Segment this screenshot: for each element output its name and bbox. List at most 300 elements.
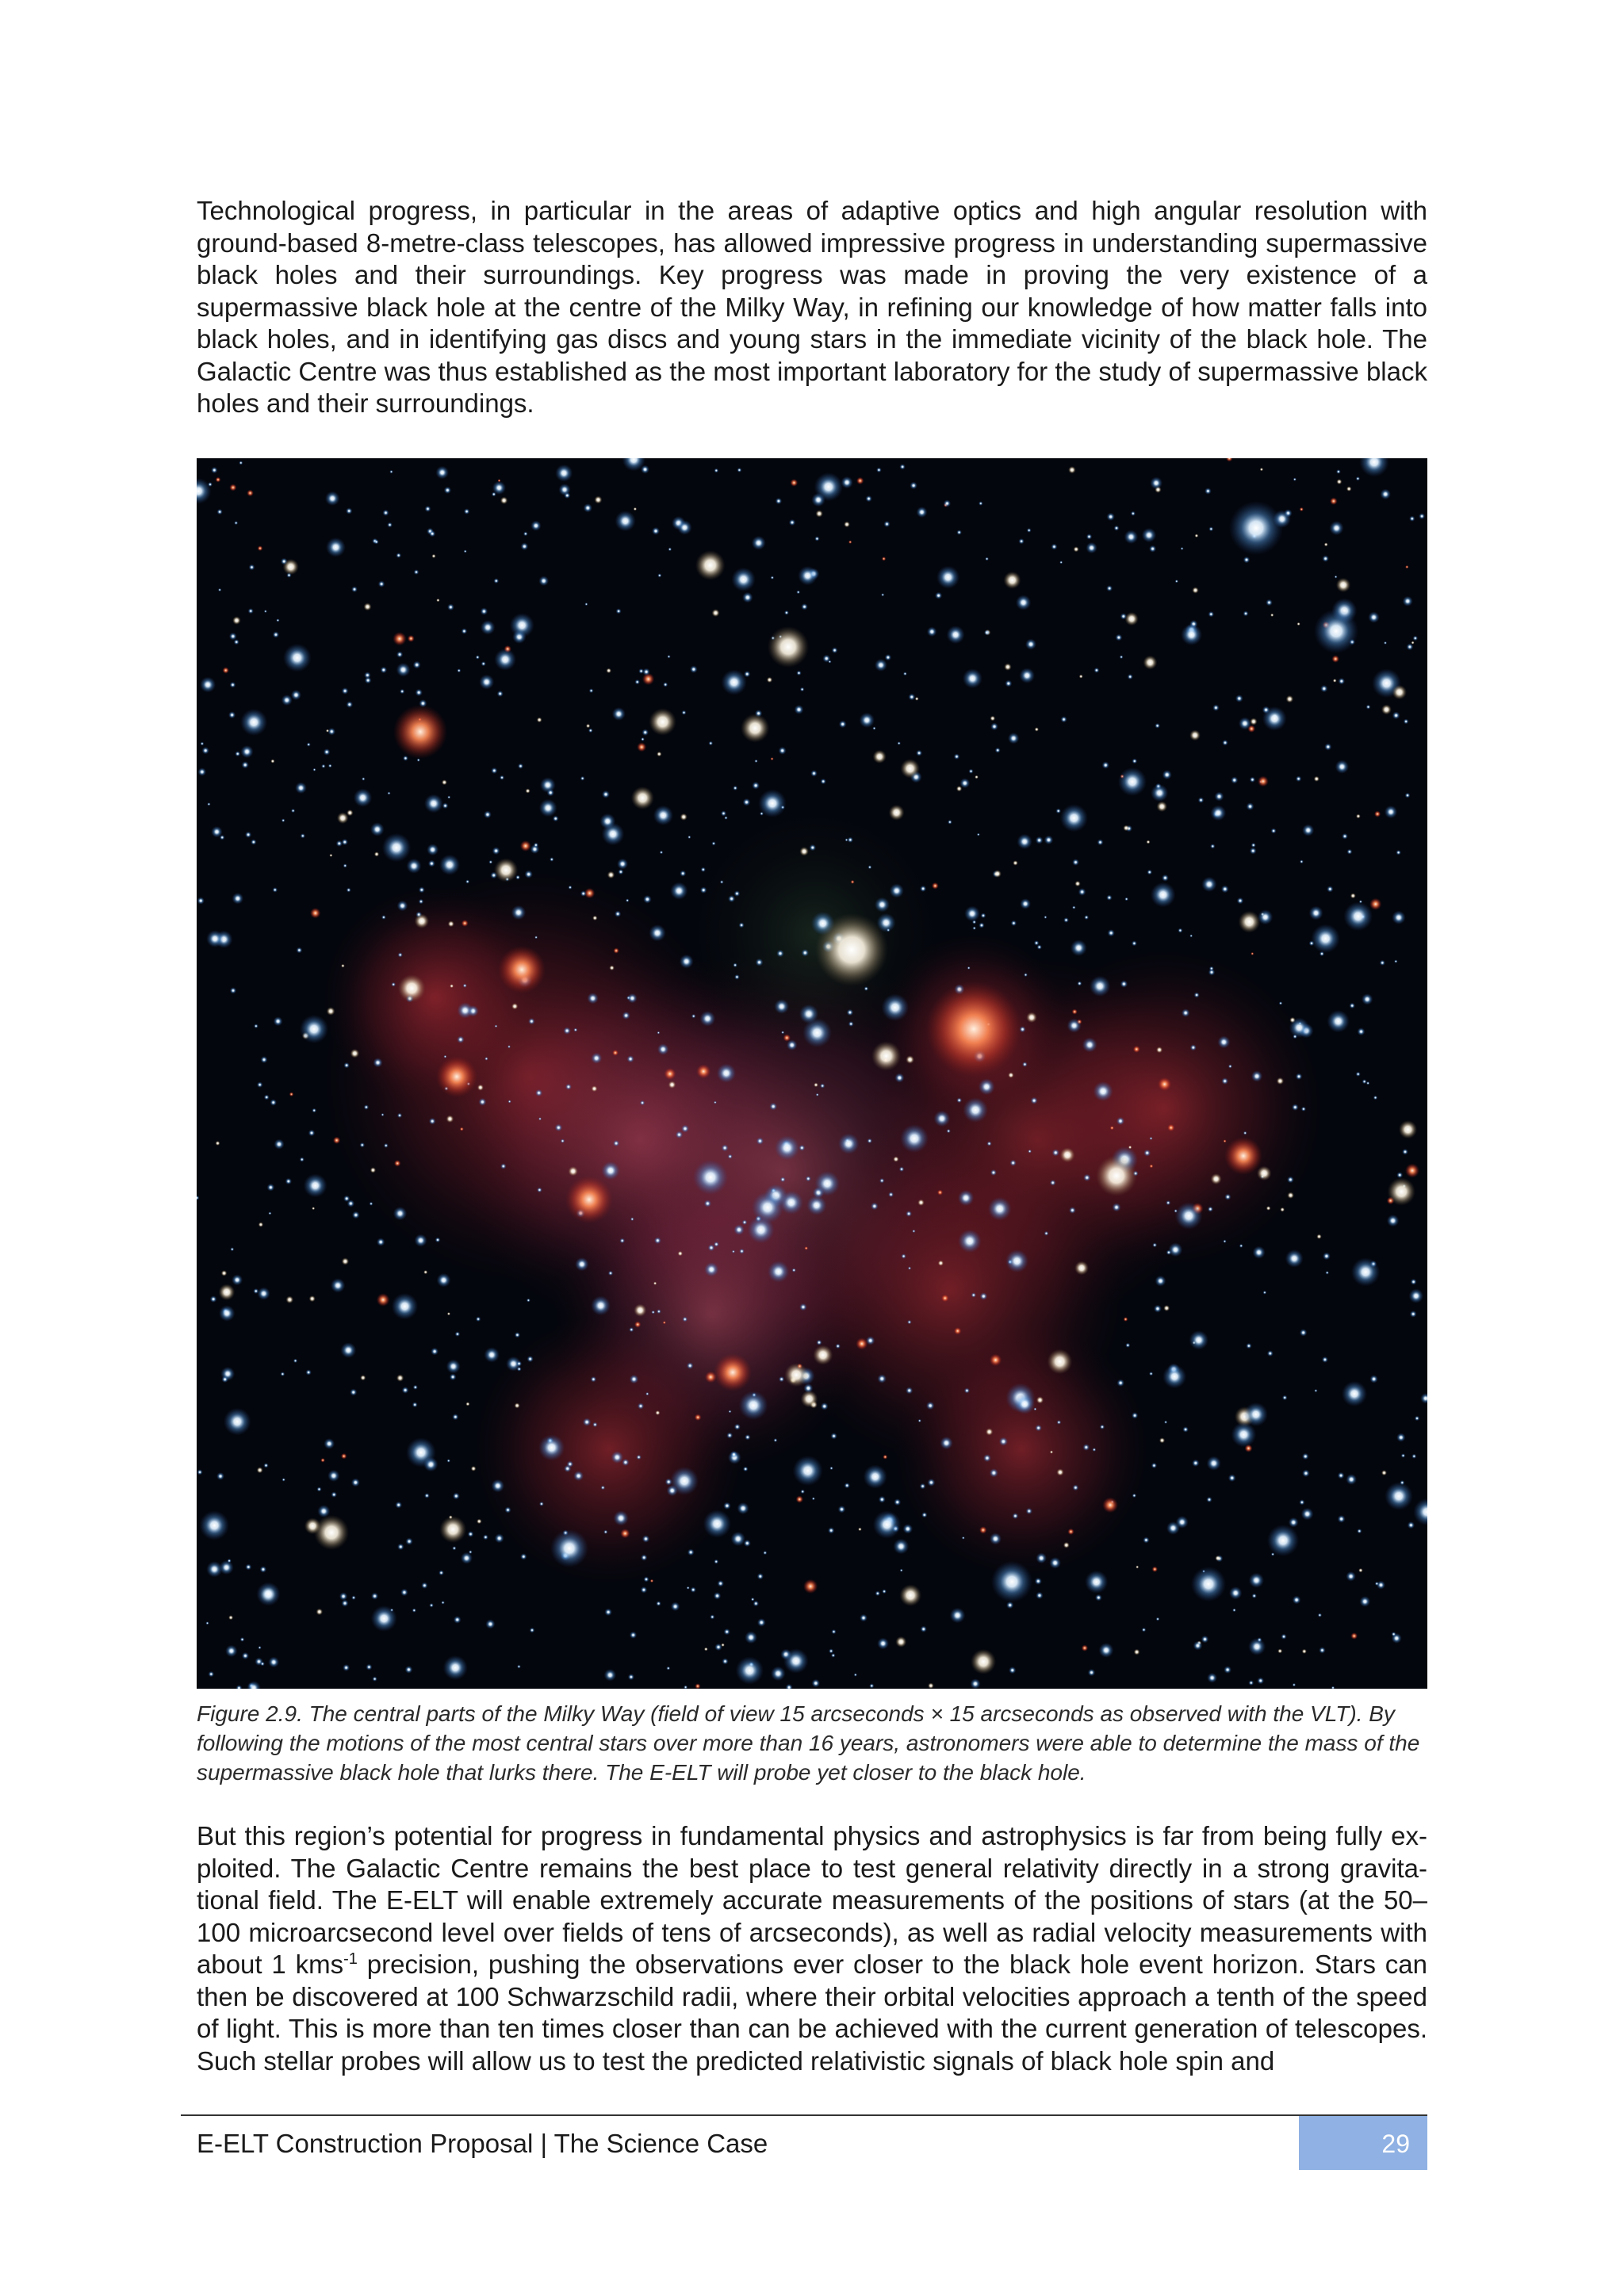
star	[1162, 770, 1172, 779]
star	[465, 1402, 469, 1406]
star	[1403, 596, 1413, 607]
bright-star	[1399, 1120, 1417, 1138]
star	[757, 1573, 764, 1579]
star	[347, 701, 354, 708]
star	[491, 767, 497, 774]
star	[985, 557, 989, 561]
star	[1162, 874, 1169, 882]
star	[492, 847, 500, 855]
star	[1004, 664, 1011, 671]
star	[804, 1246, 808, 1250]
star	[944, 499, 951, 507]
star	[197, 897, 205, 904]
star	[197, 1469, 202, 1475]
star	[885, 654, 891, 660]
star	[773, 1438, 777, 1442]
star	[393, 1207, 407, 1220]
bright-star	[677, 520, 692, 535]
star	[1279, 1001, 1283, 1005]
star	[483, 1534, 488, 1540]
star	[563, 1027, 571, 1035]
star	[1224, 1666, 1231, 1674]
bright-star	[731, 1532, 745, 1546]
bright-star	[1189, 1330, 1208, 1349]
star	[1094, 668, 1099, 673]
star	[680, 955, 694, 969]
star	[653, 1282, 657, 1285]
star	[1124, 530, 1139, 544]
star	[688, 1549, 695, 1556]
star	[1110, 1126, 1114, 1130]
star	[864, 986, 868, 991]
star	[468, 1531, 474, 1537]
star	[264, 610, 267, 613]
star	[1181, 547, 1184, 550]
star	[802, 949, 810, 957]
star	[730, 1451, 737, 1458]
bright-star	[882, 993, 910, 1021]
star	[230, 987, 236, 993]
star	[935, 592, 942, 599]
star	[1036, 1552, 1047, 1563]
star	[1189, 934, 1193, 937]
star	[1106, 585, 1113, 591]
star	[637, 742, 646, 752]
star	[1243, 610, 1249, 616]
star	[403, 756, 408, 761]
bright-star	[615, 511, 636, 531]
star	[1194, 992, 1200, 997]
star	[455, 1331, 461, 1337]
star	[714, 1101, 717, 1104]
star	[1082, 1444, 1090, 1451]
bright-star	[758, 790, 786, 817]
star	[245, 1564, 251, 1571]
star	[971, 1292, 977, 1298]
prominent-star	[670, 1467, 699, 1495]
star	[638, 668, 644, 674]
star	[1362, 993, 1373, 1004]
star	[795, 705, 804, 714]
bright-star	[806, 1196, 826, 1215]
star	[1336, 469, 1341, 474]
prominent-star	[436, 1056, 477, 1097]
prominent-star	[926, 982, 1021, 1077]
star	[733, 962, 737, 967]
star	[831, 1629, 836, 1634]
star	[282, 1478, 285, 1482]
bright-star	[838, 1133, 859, 1154]
bright-star	[283, 644, 312, 672]
bright-star	[971, 1649, 996, 1674]
star	[1346, 1571, 1356, 1582]
star	[657, 573, 661, 577]
star	[370, 822, 385, 836]
star	[722, 1144, 729, 1151]
star	[1346, 849, 1352, 855]
star	[663, 1321, 666, 1324]
star	[364, 1104, 370, 1110]
star	[1102, 1497, 1118, 1513]
star	[1237, 897, 1244, 905]
star	[1356, 476, 1360, 480]
star	[995, 748, 1001, 753]
star	[538, 576, 549, 586]
bright-star	[457, 1002, 473, 1019]
star	[351, 586, 358, 592]
star	[688, 836, 691, 839]
star	[1217, 1035, 1230, 1048]
star	[333, 1137, 340, 1144]
star	[964, 1387, 970, 1393]
bright-star	[200, 1510, 229, 1540]
star	[776, 498, 782, 504]
star	[1182, 1426, 1189, 1433]
star	[414, 569, 419, 575]
star	[803, 1579, 818, 1594]
star	[381, 667, 388, 674]
star	[1396, 1433, 1405, 1441]
star	[728, 895, 735, 902]
star	[1024, 973, 1028, 977]
star	[308, 1130, 316, 1137]
star	[1224, 1139, 1227, 1142]
star	[636, 1455, 642, 1460]
bright-star	[1090, 976, 1110, 997]
star	[1252, 1594, 1257, 1598]
star	[1296, 776, 1302, 783]
star	[897, 741, 901, 745]
star	[281, 1372, 285, 1376]
star	[796, 671, 801, 675]
star	[882, 1589, 887, 1594]
star	[1198, 797, 1205, 803]
star	[714, 1644, 722, 1651]
star	[1243, 557, 1251, 564]
star	[1201, 1636, 1209, 1644]
star	[397, 1113, 402, 1118]
star	[1166, 1521, 1180, 1535]
star	[1037, 944, 1042, 949]
star	[937, 1189, 943, 1195]
star	[1193, 1641, 1203, 1651]
star	[1405, 793, 1411, 798]
star	[291, 809, 295, 813]
star	[1300, 859, 1304, 863]
star	[847, 1009, 854, 1016]
star	[1299, 1499, 1304, 1505]
bright-star	[219, 1305, 235, 1321]
star	[1044, 916, 1047, 919]
star	[268, 1657, 279, 1668]
bright-star	[947, 626, 965, 644]
star	[495, 1024, 498, 1027]
star	[1035, 1578, 1042, 1585]
star	[1314, 776, 1320, 782]
star	[796, 1495, 803, 1502]
star	[387, 522, 393, 528]
star	[324, 748, 331, 756]
star	[1192, 587, 1198, 593]
star	[325, 492, 339, 506]
star	[528, 1018, 535, 1025]
star	[1069, 1207, 1076, 1214]
bright-star	[256, 1582, 280, 1606]
star	[429, 530, 435, 537]
star	[511, 905, 527, 920]
star	[829, 1648, 833, 1653]
star	[1163, 1305, 1170, 1311]
prominent-star	[1267, 1525, 1299, 1556]
star	[1208, 969, 1216, 976]
star	[312, 1207, 315, 1210]
star	[704, 1647, 708, 1651]
star	[1152, 1242, 1157, 1247]
bright-star	[963, 1097, 988, 1123]
star	[539, 1502, 544, 1506]
star	[389, 470, 393, 474]
star	[257, 1081, 263, 1088]
star	[690, 665, 698, 673]
star	[709, 741, 714, 746]
star	[584, 603, 588, 606]
star	[525, 871, 533, 878]
star	[316, 1487, 321, 1491]
star	[812, 1497, 815, 1500]
star	[500, 1163, 507, 1169]
star	[465, 879, 469, 883]
star	[327, 1007, 335, 1016]
star	[771, 1667, 786, 1682]
star	[347, 809, 353, 816]
star	[351, 1595, 356, 1600]
star	[1134, 1649, 1140, 1655]
star	[1282, 1395, 1288, 1401]
star	[553, 816, 559, 822]
star	[1132, 1412, 1138, 1418]
star	[446, 1115, 454, 1123]
star	[894, 1498, 901, 1506]
star	[680, 813, 688, 821]
prominent-star	[393, 705, 447, 759]
star	[1072, 905, 1076, 909]
star	[1074, 881, 1080, 886]
star	[717, 1580, 724, 1587]
star	[701, 867, 706, 872]
star	[431, 1348, 439, 1356]
star	[1287, 1192, 1294, 1199]
star	[882, 557, 886, 561]
star	[223, 667, 229, 673]
star	[787, 1039, 798, 1050]
star	[249, 564, 255, 571]
star	[732, 1250, 735, 1253]
star	[754, 760, 757, 763]
star	[743, 1467, 749, 1472]
star	[1394, 959, 1397, 962]
star	[801, 603, 808, 610]
bright-star	[649, 708, 676, 735]
star	[1387, 1215, 1399, 1226]
star	[612, 707, 626, 721]
star	[1128, 674, 1133, 679]
star	[641, 1554, 647, 1560]
star	[1228, 1064, 1232, 1068]
star	[687, 1586, 690, 1590]
star	[660, 851, 664, 855]
star	[1008, 733, 1019, 744]
star	[329, 854, 332, 857]
star	[907, 1320, 912, 1325]
bright-star	[1327, 1010, 1349, 1032]
bright-star	[695, 550, 726, 580]
star	[676, 1131, 683, 1138]
star	[1086, 542, 1097, 553]
star	[588, 729, 593, 733]
bright-star	[736, 1656, 764, 1684]
star	[700, 886, 707, 894]
star	[415, 914, 430, 929]
star	[1059, 561, 1063, 564]
star	[1410, 1311, 1417, 1318]
page-number: 29	[1381, 2130, 1410, 2158]
footer-document-title: E-ELT Construction Proposal | The Science Case	[197, 2129, 768, 2158]
star	[723, 1502, 731, 1510]
star	[1074, 1261, 1089, 1275]
star	[538, 1117, 542, 1120]
star	[450, 1373, 457, 1380]
star	[917, 1200, 925, 1207]
star	[1143, 1536, 1149, 1543]
star	[830, 1433, 837, 1439]
star	[1132, 759, 1137, 764]
star	[1012, 1513, 1018, 1519]
star	[928, 1682, 934, 1689]
prominent-star	[1118, 767, 1147, 796]
prominent-star	[991, 1561, 1032, 1602]
star	[1251, 952, 1254, 955]
star	[1114, 526, 1120, 531]
star	[1338, 1472, 1345, 1479]
star	[457, 668, 461, 672]
bright-star	[602, 823, 625, 846]
star	[1266, 599, 1273, 607]
star	[634, 1321, 641, 1327]
bright-star	[354, 789, 372, 807]
star	[771, 757, 774, 760]
star	[616, 608, 622, 614]
star	[981, 913, 986, 918]
star	[810, 770, 818, 777]
star	[1009, 1667, 1016, 1674]
bright-star	[1085, 1571, 1108, 1594]
star	[1381, 1470, 1387, 1475]
bright-star	[224, 1408, 251, 1436]
star	[1331, 655, 1339, 663]
star	[1243, 1131, 1247, 1135]
star	[1231, 776, 1238, 783]
star	[1349, 1003, 1355, 1009]
star	[816, 1340, 822, 1345]
star	[780, 1177, 786, 1182]
star	[259, 1222, 263, 1226]
star	[417, 759, 420, 762]
star	[1342, 833, 1348, 840]
star	[1301, 1107, 1306, 1112]
star	[415, 1234, 427, 1247]
star	[341, 1600, 348, 1607]
star	[613, 947, 619, 953]
star	[282, 818, 285, 822]
star	[845, 838, 848, 841]
star	[771, 576, 775, 580]
star	[938, 1261, 944, 1266]
star	[1061, 716, 1067, 722]
bright-star	[601, 1161, 619, 1180]
star	[1097, 839, 1104, 845]
star	[397, 901, 408, 912]
star	[739, 1249, 745, 1254]
star	[912, 1230, 915, 1233]
star	[1248, 725, 1256, 733]
bright-star	[1388, 1177, 1415, 1205]
star	[442, 779, 447, 785]
bright-star	[1201, 877, 1216, 892]
bright-star	[1060, 804, 1088, 832]
star	[881, 593, 884, 596]
star	[1396, 1172, 1403, 1178]
bright-star	[219, 1284, 236, 1301]
star	[343, 1196, 350, 1202]
star	[423, 1270, 427, 1274]
star	[447, 1312, 450, 1315]
star	[405, 1666, 413, 1674]
star	[926, 1402, 935, 1410]
star	[567, 1460, 574, 1468]
star	[622, 1459, 629, 1466]
prominent-star	[314, 1515, 349, 1550]
star	[1409, 1288, 1423, 1303]
star	[1358, 1027, 1365, 1035]
star	[875, 897, 890, 913]
star	[1396, 850, 1401, 855]
star	[589, 688, 594, 693]
star	[491, 1479, 504, 1493]
star	[696, 1064, 710, 1078]
star	[402, 1387, 409, 1394]
star	[527, 1299, 530, 1303]
star	[1158, 1077, 1172, 1092]
star	[1323, 1253, 1331, 1261]
star	[255, 1658, 262, 1666]
star	[642, 729, 649, 737]
star	[1044, 836, 1054, 845]
star	[734, 890, 741, 897]
star	[858, 1528, 862, 1532]
star	[941, 1295, 949, 1303]
star	[1150, 476, 1162, 489]
star	[1300, 1329, 1308, 1337]
bright-star	[206, 1561, 222, 1577]
star	[1133, 1046, 1140, 1053]
star	[1107, 513, 1115, 521]
star	[1006, 1601, 1013, 1609]
star	[211, 826, 222, 837]
bright-star	[406, 1437, 436, 1468]
star	[848, 1021, 854, 1027]
bright-star	[717, 1063, 736, 1082]
star	[984, 629, 990, 635]
